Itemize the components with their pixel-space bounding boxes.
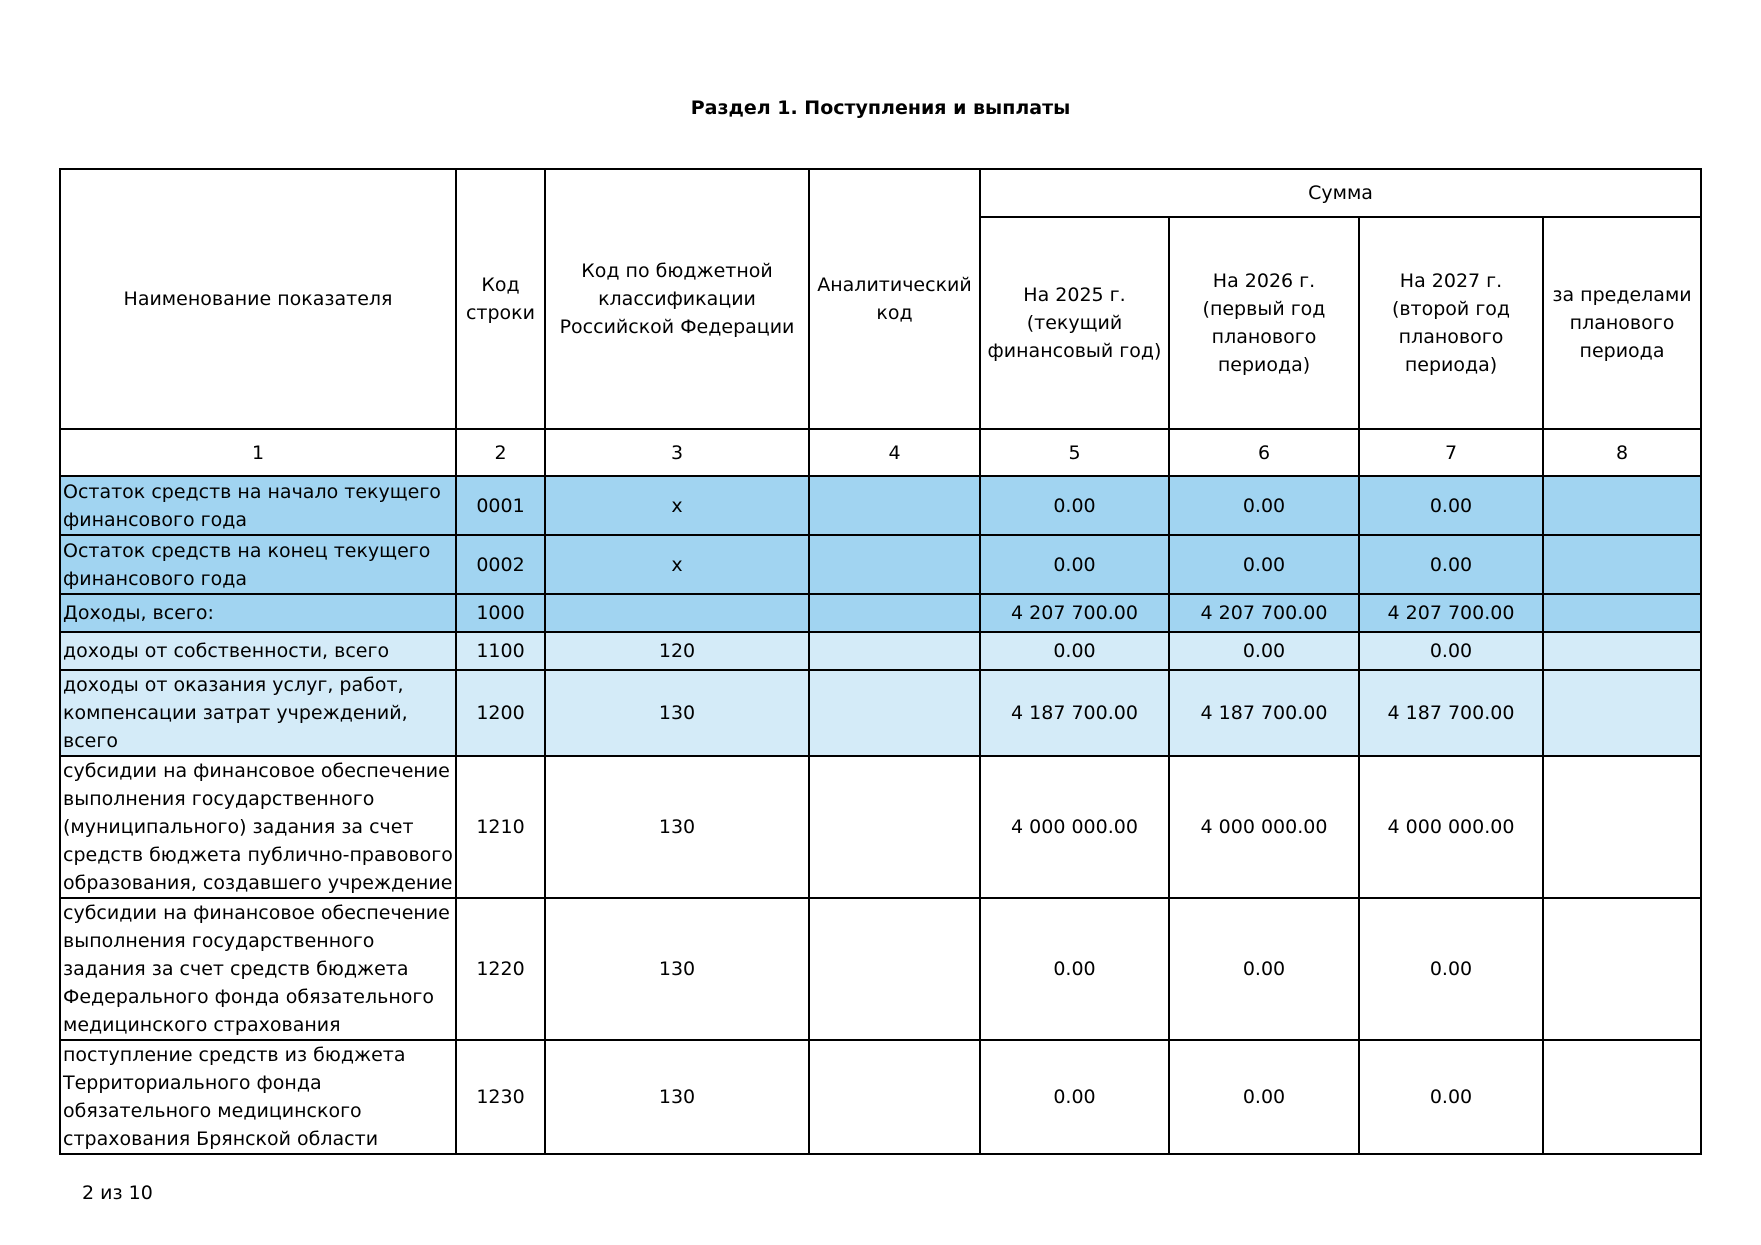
cell-analytic-code: [809, 476, 980, 535]
cell-budget-code: х: [545, 476, 809, 535]
cell-amount-2025: 4 000 000.00: [980, 756, 1169, 898]
receipts-payments-table: [59, 168, 1702, 1155]
cell-amount-2027: 0.00: [1359, 632, 1543, 670]
cell-line-code: 0002: [456, 535, 545, 594]
header-beyond-period: за пределами планового периода: [1543, 217, 1701, 429]
cell-budget-code: 130: [545, 756, 809, 898]
cell-amount-2027: 4 187 700.00: [1359, 670, 1543, 756]
cell-line-code: 1100: [456, 632, 545, 670]
cell-amount-2025: 0.00: [980, 632, 1169, 670]
cell-analytic-code: [809, 535, 980, 594]
cell-amount-2025: 0.00: [980, 476, 1169, 535]
cell-amount-2027: 0.00: [1359, 476, 1543, 535]
cell-amount-2025: 4 187 700.00: [980, 670, 1169, 756]
header-budget-code: Код по бюджетной классификации Российской Федерации: [545, 169, 809, 429]
cell-amount-beyond: [1543, 632, 1701, 670]
cell-line-code: 0001: [456, 476, 545, 535]
cell-amount-2026: 0.00: [1169, 1040, 1359, 1154]
header-analytic-code: Аналитический код: [809, 169, 980, 429]
cell-amount-2027: 4 000 000.00: [1359, 756, 1543, 898]
cell-indicator-name: доходы от оказания услуг, работ, компенсации затрат учреждений, всего: [60, 670, 456, 756]
cell-amount-beyond: [1543, 1040, 1701, 1154]
header-year-2026: На 2026 г. (первый год планового периода): [1169, 217, 1359, 429]
cell-indicator-name: доходы от собственности, всего: [60, 632, 456, 670]
cell-budget-code: х: [545, 535, 809, 594]
cell-indicator-name: Доходы, всего:: [60, 594, 456, 632]
header-line-code: Код строки: [456, 169, 545, 429]
cell-indicator-name: Остаток средств на конец текущего финансового года: [60, 535, 456, 594]
cell-amount-2027: 4 207 700.00: [1359, 594, 1543, 632]
table-row: [60, 594, 1701, 632]
cell-budget-code: 130: [545, 670, 809, 756]
cell-budget-code: 130: [545, 898, 809, 1040]
cell-line-code: 1210: [456, 756, 545, 898]
cell-indicator-name: Остаток средств на начало текущего финансового года: [60, 476, 456, 535]
cell-amount-2027: 0.00: [1359, 1040, 1543, 1154]
header-year-2027: На 2027 г. (второй год планового периода): [1359, 217, 1543, 429]
cell-amount-beyond: [1543, 670, 1701, 756]
cell-amount-2025: 0.00: [980, 898, 1169, 1040]
cell-amount-beyond: [1543, 594, 1701, 632]
page-title: Раздел 1. Поступления и выплаты: [690, 97, 1071, 119]
cell-line-code: 1200: [456, 670, 545, 756]
table-row: [60, 670, 1701, 756]
cell-analytic-code: [809, 1040, 980, 1154]
cell-amount-beyond: [1543, 535, 1701, 594]
cell-amount-beyond: [1543, 898, 1701, 1040]
table-row: [60, 1040, 1701, 1154]
header-indicator-name: Наименование показателя: [60, 169, 456, 429]
header-sum: Сумма: [980, 169, 1701, 217]
cell-amount-2026: 0.00: [1169, 476, 1359, 535]
cell-analytic-code: [809, 632, 980, 670]
column-number: 6: [1169, 429, 1359, 476]
column-number: 1: [60, 429, 456, 476]
cell-amount-2026: 4 187 700.00: [1169, 670, 1359, 756]
table-row: [60, 535, 1701, 594]
table-row: [60, 632, 1701, 670]
column-number: 3: [545, 429, 809, 476]
cell-line-code: 1000: [456, 594, 545, 632]
cell-amount-2026: 4 000 000.00: [1169, 756, 1359, 898]
cell-analytic-code: [809, 756, 980, 898]
column-number: 5: [980, 429, 1169, 476]
cell-budget-code: 130: [545, 1040, 809, 1154]
table-row: [60, 898, 1701, 1040]
cell-indicator-name: субсидии на финансовое обеспечение выполнения государственного (муниципального) задания за счет средств бюджета публично-правового образования, создавшего учреждение: [60, 756, 456, 898]
cell-line-code: 1220: [456, 898, 545, 1040]
cell-amount-2025: 4 207 700.00: [980, 594, 1169, 632]
cell-amount-2025: 0.00: [980, 1040, 1169, 1154]
cell-analytic-code: [809, 594, 980, 632]
cell-amount-2026: 0.00: [1169, 535, 1359, 594]
column-number: 4: [809, 429, 980, 476]
page-number: 2 из 10: [82, 1182, 153, 1204]
cell-budget-code: [545, 594, 809, 632]
table-row: [60, 476, 1701, 535]
cell-amount-beyond: [1543, 756, 1701, 898]
cell-amount-2026: 0.00: [1169, 898, 1359, 1040]
cell-amount-2026: 4 207 700.00: [1169, 594, 1359, 632]
column-number: 7: [1359, 429, 1543, 476]
cell-indicator-name: субсидии на финансовое обеспечение выполнения государственного задания за счет средств бюджета Федерального фонда обязательного медицинского страхования: [60, 898, 456, 1040]
cell-line-code: 1230: [456, 1040, 545, 1154]
cell-analytic-code: [809, 670, 980, 756]
cell-amount-2027: 0.00: [1359, 898, 1543, 1040]
cell-budget-code: 120: [545, 632, 809, 670]
table-row: [60, 756, 1701, 898]
cell-amount-2027: 0.00: [1359, 535, 1543, 594]
cell-amount-beyond: [1543, 476, 1701, 535]
cell-indicator-name: поступление средств из бюджета Территориального фонда обязательного медицинского страхования Брянской области: [60, 1040, 456, 1154]
cell-analytic-code: [809, 898, 980, 1040]
header-year-2025: На 2025 г. (текущий финансовый год): [980, 217, 1169, 429]
column-number: 2: [456, 429, 545, 476]
cell-amount-2025: 0.00: [980, 535, 1169, 594]
column-number: 8: [1543, 429, 1701, 476]
cell-amount-2026: 0.00: [1169, 632, 1359, 670]
